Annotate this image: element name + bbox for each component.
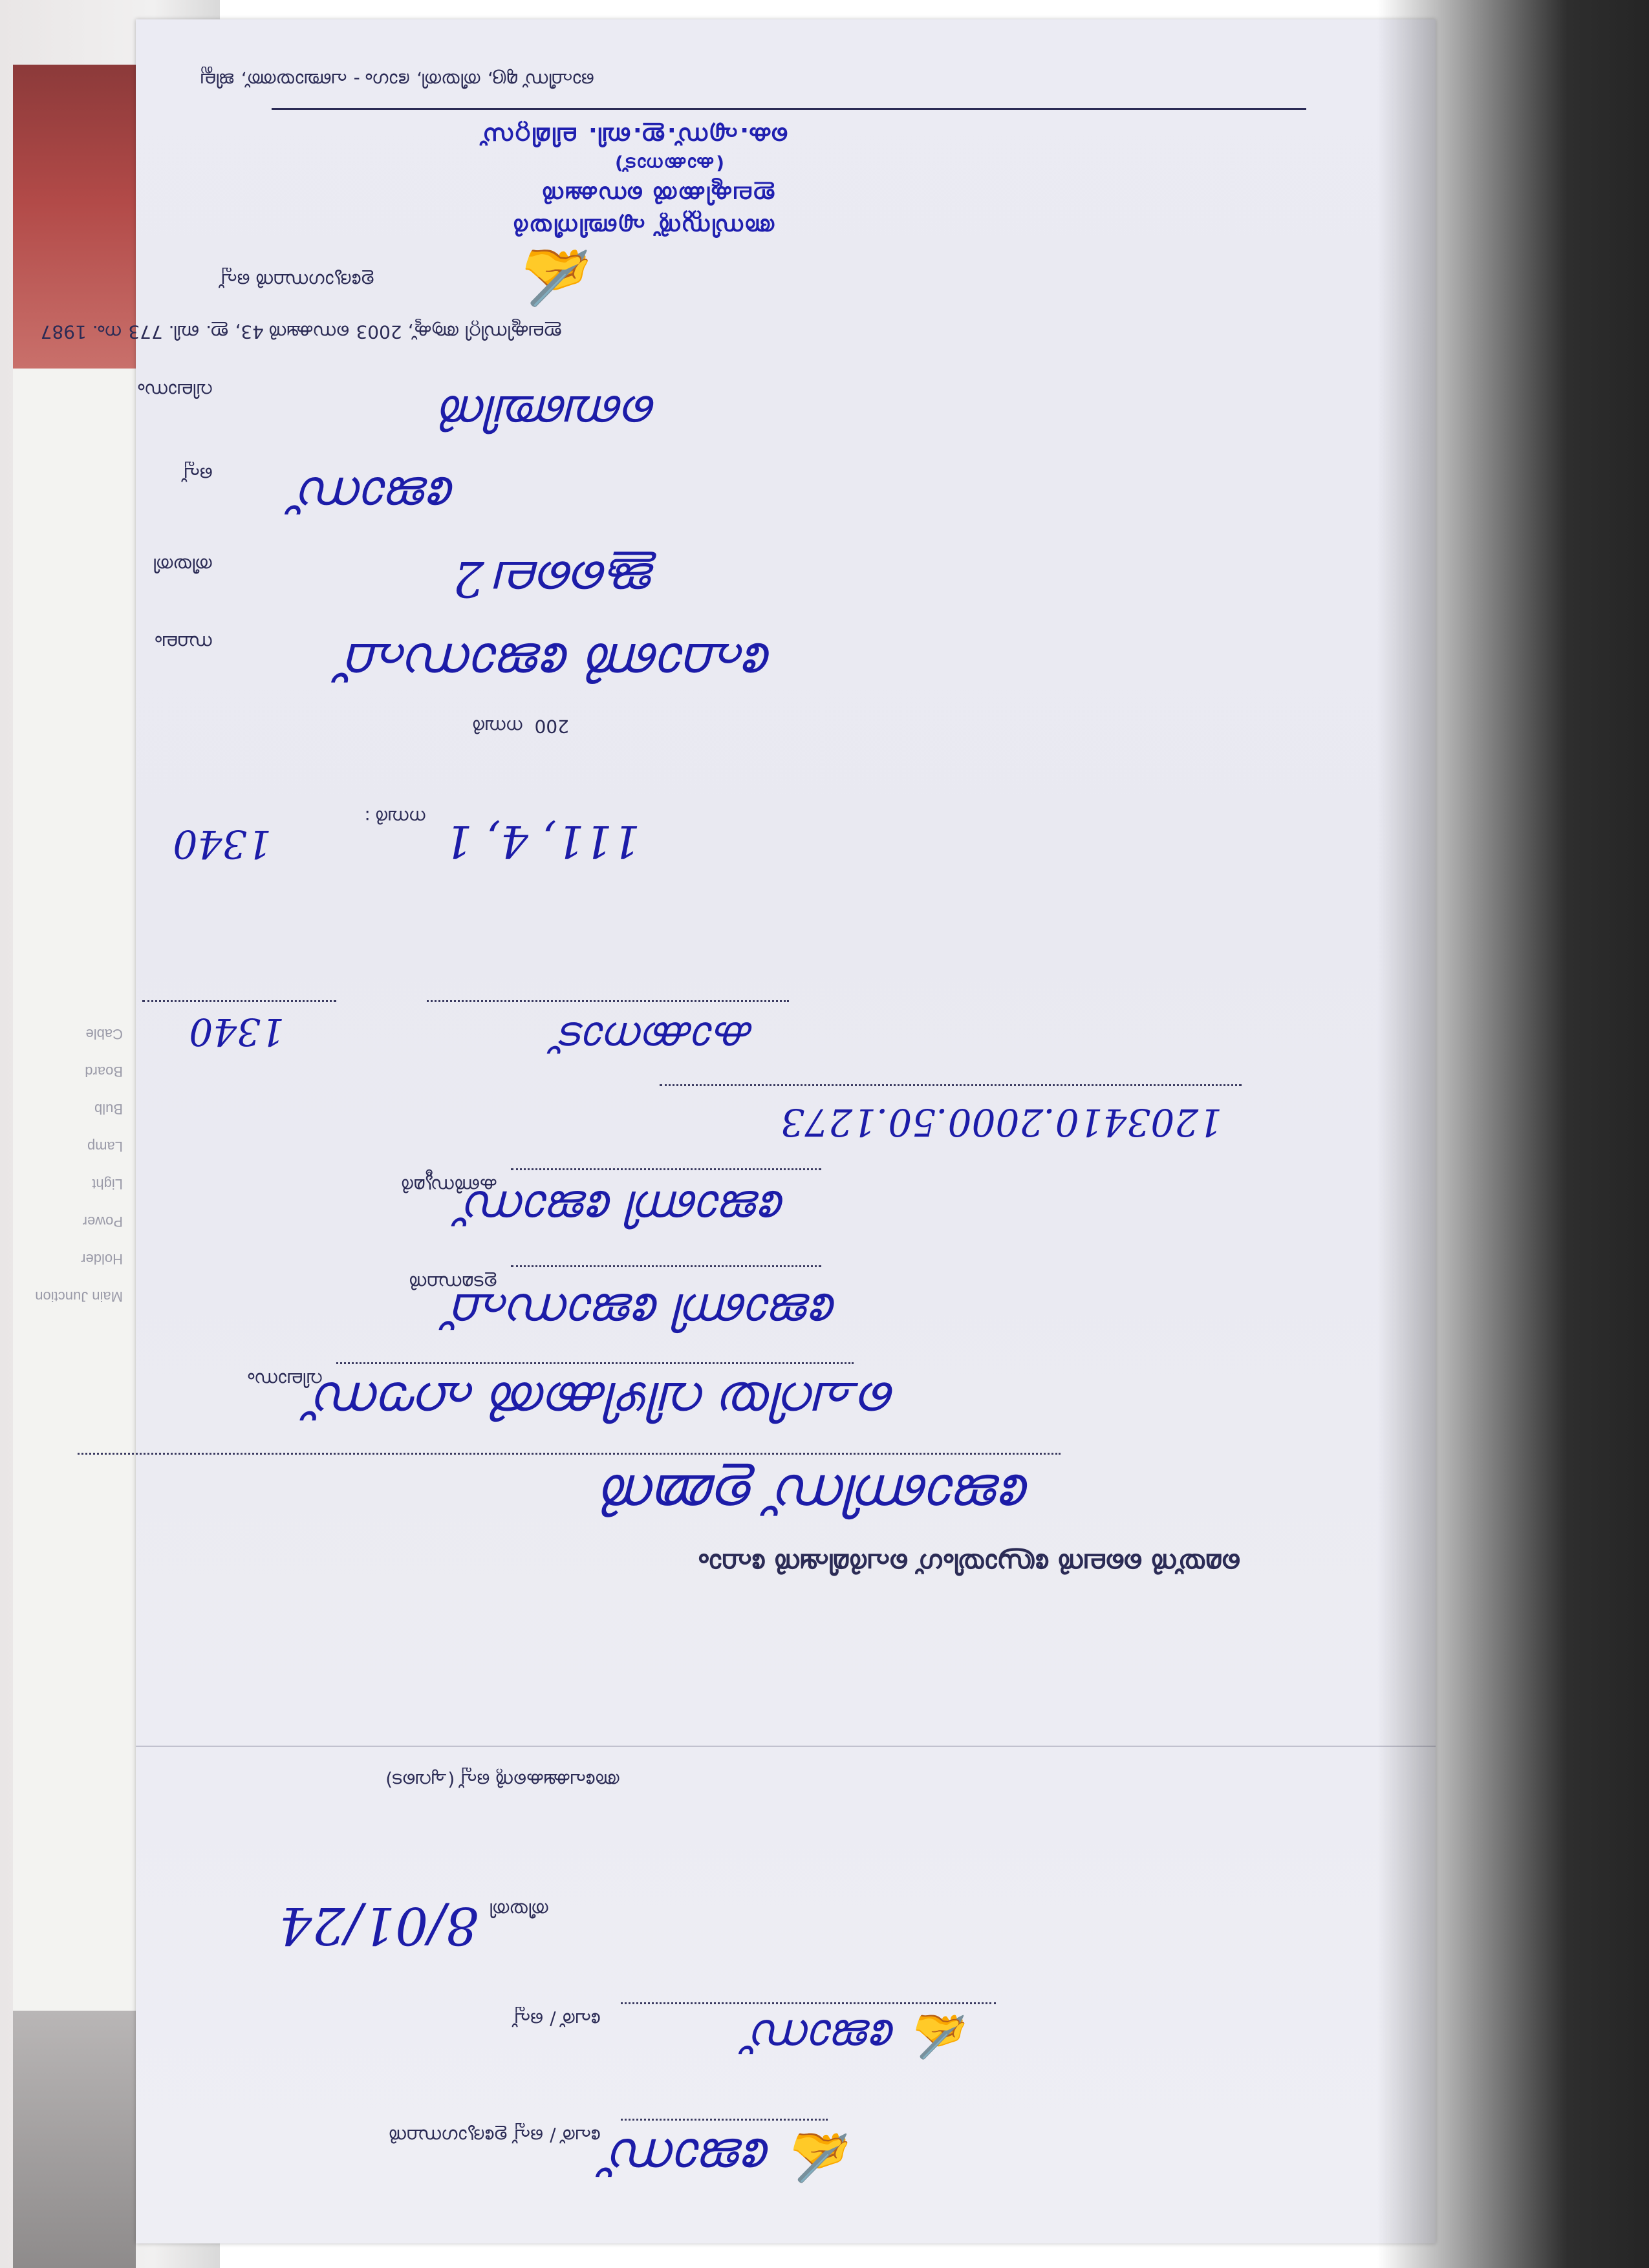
signature-label: ഉദ്യോഗസ്ഥൻ ഒപ്പ്	[221, 270, 375, 291]
dotted-line	[621, 2002, 996, 2004]
fragment-text: Board	[85, 1064, 123, 1080]
stamp-no-value: 200	[534, 716, 569, 737]
dotted-line	[511, 1265, 821, 1267]
meter-value: 111, 4, 1	[444, 815, 640, 866]
footer-line: ഓഫീസ് മുദ്ര, തീയതി, ഭാഗം - പഞ്ചായത്ത്, ജില്ല	[201, 69, 595, 91]
fragment-text: Cable	[85, 1026, 123, 1042]
bottom-instruction: അപേക്ഷകന്റെ ഒപ്പ് (ചുവടെ)	[385, 1770, 621, 1791]
address-label: വിലാസം	[248, 1369, 323, 1390]
f3-label: ഒപ്പ്	[183, 464, 213, 485]
meter-label: നമ്പർ :	[364, 806, 427, 828]
dotted-line	[427, 1000, 789, 1002]
consumer-number: 1203410.2000.50.1273	[781, 1100, 1222, 1144]
scan-shadow-right	[1377, 0, 1649, 2268]
stamp-line-1: അസിസ്റ്റന്റ് എഞ്ചിനീയർ	[513, 213, 776, 239]
bottom-date-value: 8/01/24	[279, 1896, 479, 1956]
header-rule	[272, 108, 1306, 110]
f4-value: ബെഞ്ചിൻ	[444, 385, 660, 440]
legal-line: ഇലക്ട്രിസിറ്റി ആക്ട്, 2003 സെക്ഷൻ 43, ഇ. ബി. 773 നം. 1987	[40, 321, 563, 343]
background-adjacent-paper	[13, 369, 137, 2011]
f3-value: ജോസ്	[299, 466, 459, 524]
consumer-label: കൺസ്യൂമർ	[402, 1175, 498, 1196]
f2-label: തീയതി	[154, 554, 213, 575]
owner-value: ജോണി ജോസഫ്	[453, 1283, 841, 1338]
bottom-sign-label-2: പേര് / ഒപ്പ് ഉദ്യോഗസ്ഥൻ	[389, 2125, 601, 2146]
stamp-line-3: (കാക്കനാട്)	[613, 153, 724, 175]
meter-side-value: 1340	[173, 821, 272, 866]
name-value: ജോണിസ് ഉമ്മൻ	[606, 1462, 1035, 1526]
load-value: 1340	[189, 1010, 285, 1054]
dotted-line	[660, 1084, 1242, 1086]
fragment-text: Holder	[81, 1251, 123, 1267]
dotted-line	[621, 2119, 828, 2121]
bottom-sign-label-1: പേര് / ഒപ്പ്	[513, 2009, 601, 2030]
stamp-line-2: ഇലക്ട്രിക്കൽ സെക്ഷൻ	[542, 181, 776, 207]
stamp-no-label: നമ്പർ	[473, 716, 524, 737]
form-title-line: മെയ്ൻ ലൈൻ ഡ്രോയിംഗ് പെർമിഷൻ ഫോം	[699, 1548, 1242, 1578]
dotted-line	[511, 1168, 821, 1170]
handwritten-signature-1: ✍ ജോസ്	[610, 2127, 854, 2185]
f1-label: സ്ഥലം	[155, 632, 213, 653]
address-value: ചെറിയ വിഴിക്കൽ ഹൗസ്	[314, 1371, 899, 1429]
dotted-line	[336, 1362, 854, 1364]
fragment-text: Main Junction	[35, 1289, 123, 1305]
section-name: കാക്കനാട്	[559, 1012, 757, 1060]
stamp-line-4: കെ.എസ്.ഇ.ബി. ലിമിറ്റഡ്	[481, 122, 789, 149]
handwritten-initials: ✍	[522, 242, 595, 310]
fragment-text: Lamp	[87, 1139, 123, 1155]
f2-value: ജൂലൈ 2	[453, 550, 660, 608]
dotted-line	[78, 1453, 1061, 1455]
handwritten-signature-2: ✍ ജോസ്	[751, 2009, 970, 2062]
fragment-text: Power	[82, 1214, 123, 1230]
fragment-text: Bulb	[94, 1101, 123, 1117]
f1-value: ഫോൺ ജോസഫ്	[347, 632, 776, 692]
consumer-value: ജോണി ജോസ്	[465, 1181, 789, 1235]
background-dark-corner	[13, 2011, 136, 2268]
f4-label: വിലാസം	[138, 380, 213, 401]
bottom-date-label: തീയതി	[490, 1899, 550, 1920]
owner-label: ഉടമസ്ഥൻ	[409, 1272, 498, 1293]
dotted-line	[142, 1000, 336, 1002]
fragment-text: Light	[92, 1176, 123, 1192]
